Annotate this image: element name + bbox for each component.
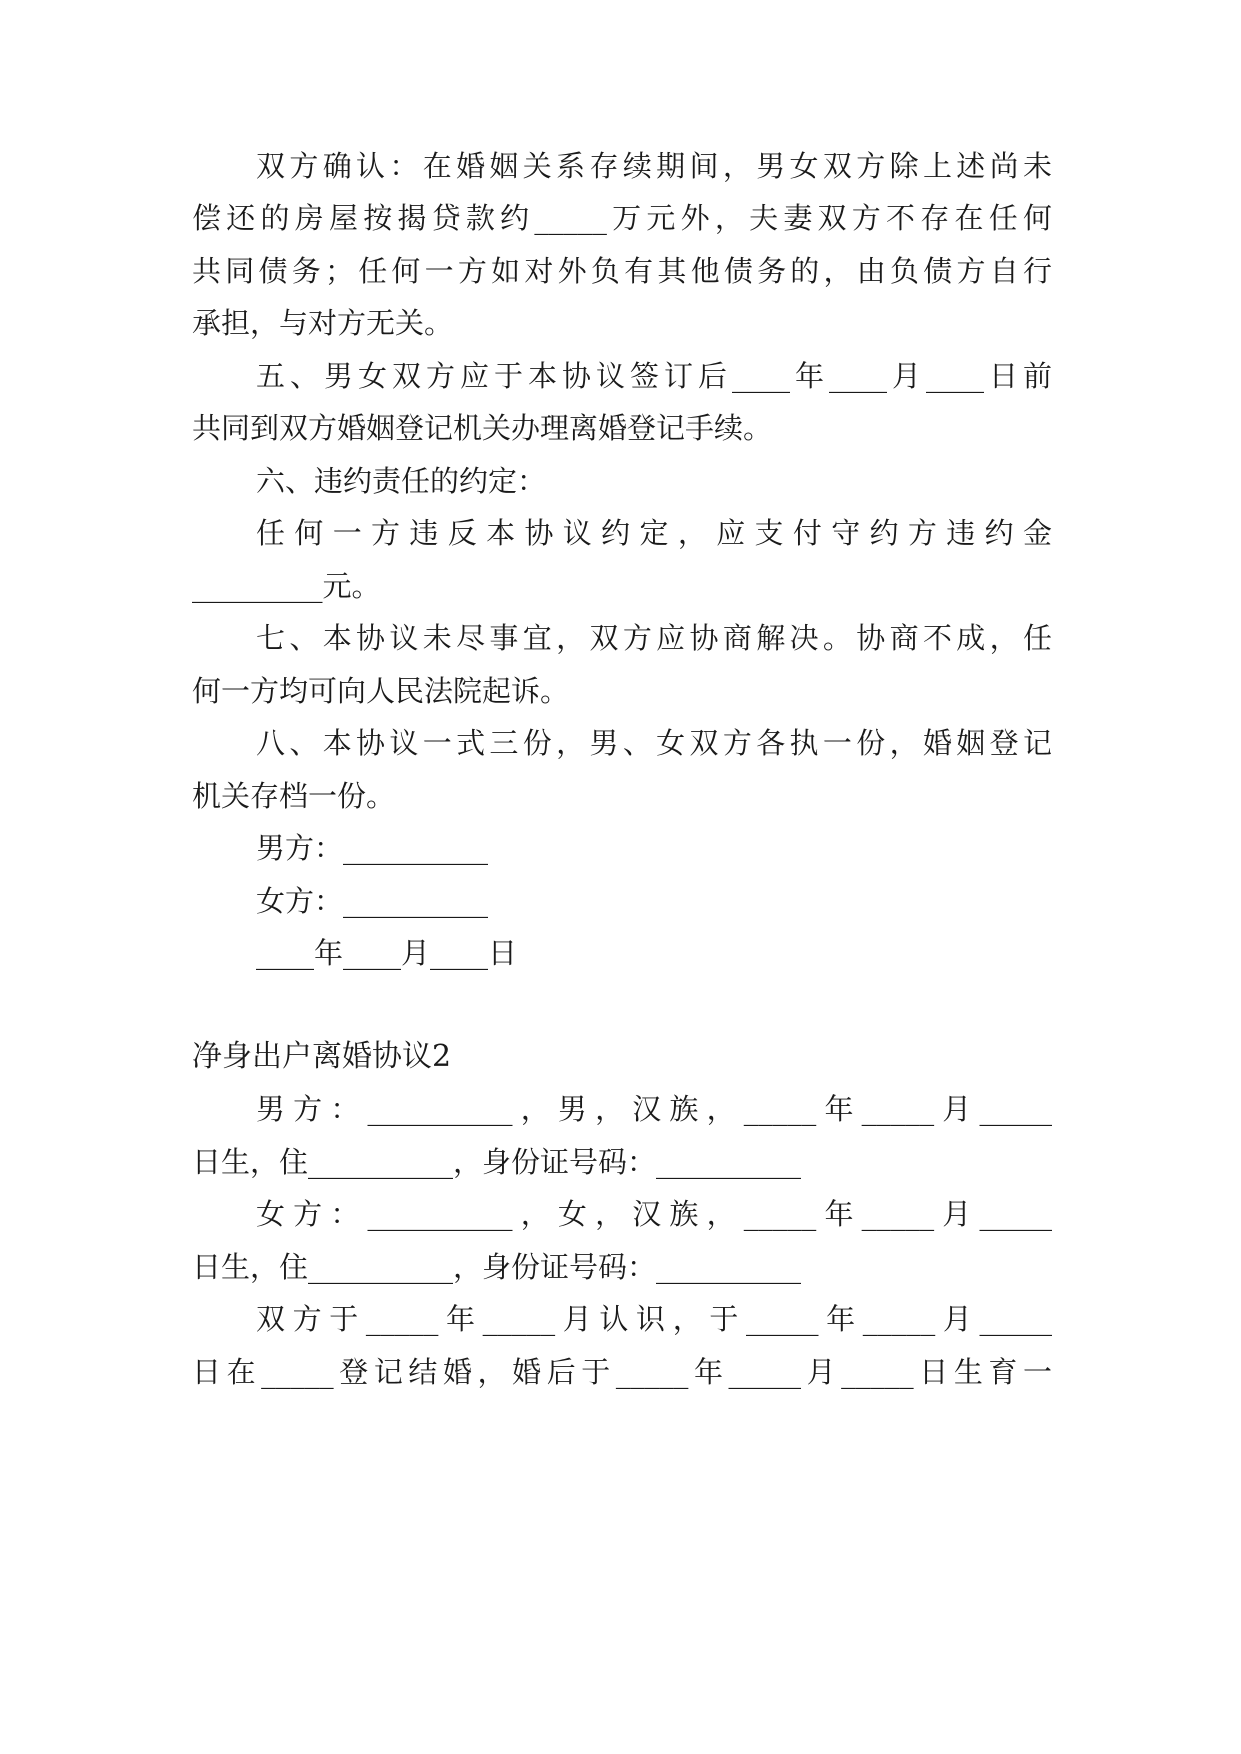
clause-8-line-2: 机关存档一份。 — [192, 779, 396, 813]
debt-paragraph-line-1: 双方确认：在婚姻关系存续期间，男女双方除上述尚未 — [256, 149, 1052, 183]
male-info-line-2: 日生，住__________，身份证号码：__________ — [192, 1145, 802, 1179]
clause-6-line-1: 任何一方违反本协议约定，应支付守约方违约金 — [256, 516, 1052, 550]
clause-6-line-2: _________元。 — [192, 569, 381, 603]
female-info-line-1: 女方：__________，女，汉族，_____年_____月_____ — [256, 1197, 1052, 1231]
debt-paragraph-line-4: 承担，与对方无关。 — [192, 306, 454, 340]
date-line: ____年____月____日 — [256, 936, 518, 970]
clause-7-line-1: 七、本协议未尽事宜，双方应协商解决。协商不成，任 — [256, 621, 1052, 655]
section-2-title: 净身出户离婚协议2 — [192, 1039, 452, 1074]
marriage-info-line-2: 日在_____登记结婚，婚后于_____年_____月_____日生育一 — [192, 1355, 1052, 1389]
clause-7-line-2: 何一方均可向人民法院起诉。 — [192, 674, 570, 708]
female-info-line-2: 日生，住__________，身份证号码：__________ — [192, 1250, 802, 1284]
female-signature-line: 女方：__________ — [256, 884, 489, 918]
clause-5-line-2: 共同到双方婚姻登记机关办理离婚登记手续。 — [192, 411, 773, 445]
clause-8-line-1: 八、本协议一式三份，男、女双方各执一份，婚姻登记 — [256, 726, 1052, 760]
debt-paragraph-line-3: 共同债务；任何一方如对外负有其他债务的，由负债方自行 — [192, 254, 1052, 288]
clause-6-title: 六、违约责任的约定： — [256, 464, 547, 498]
debt-paragraph-line-2: 偿还的房屋按揭贷款约_____万元外，夫妻双方不存在任何 — [192, 201, 1052, 235]
marriage-info-line-1: 双方于_____年_____月认识，于_____年_____月_____ — [256, 1302, 1052, 1336]
male-signature-line: 男方：__________ — [256, 831, 489, 865]
clause-5-line-1: 五、男女双方应于本协议签订后____年____月____日前 — [256, 359, 1052, 393]
male-info-line-1: 男方：__________，男，汉族，_____年_____月_____ — [256, 1092, 1052, 1126]
